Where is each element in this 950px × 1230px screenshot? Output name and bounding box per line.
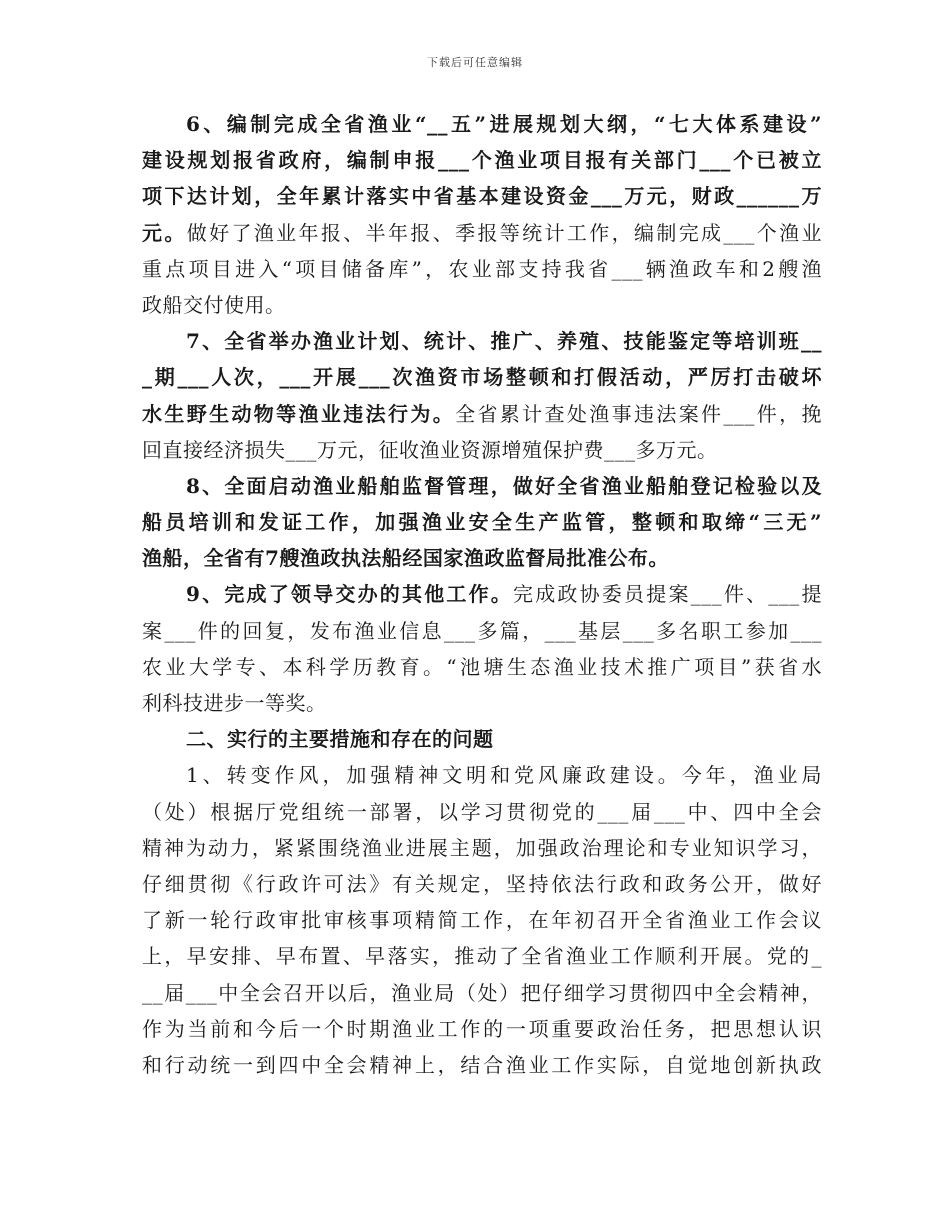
- text-run: 1、转变作风，加强精神文明和党风廉政建设。今年，渔业局: [186, 763, 822, 788]
- text-line: [142, 866, 822, 902]
- text-run: 农业大学专、本科学历教育。“池塘生态渔业技术推广项目”获省水: [142, 654, 822, 679]
- text-run: 利科技进步一等奖。: [142, 691, 327, 715]
- text-line: [142, 251, 822, 287]
- text-line: [142, 359, 822, 395]
- text-run: 做好了渔业年报、半年报、季报等统计工作，编制完成___个渔业: [186, 220, 823, 245]
- text-line: [142, 721, 822, 757]
- text-run: 作为当前和今后一个时期渔业工作的一项重要政治任务，把思想认识: [142, 1016, 822, 1041]
- bold-text-run: 8、全面启动渔业船舶监督管理，做好全省渔业船舶登记检验以及: [186, 473, 822, 498]
- text-line: [142, 142, 822, 178]
- text-line: [142, 938, 822, 974]
- text-run: 回直接经济损失___万元，征收渔业资源增殖保护费___多万元。: [142, 437, 718, 462]
- text-run: 全省累计查处渔事违法案件___件，挽: [455, 401, 823, 426]
- text-run: （处）根据厅党组统一部署，以学习贯彻党的___届___中、四中全会: [142, 799, 822, 824]
- bold-text-run: 水生野生动物等渔业违法行为。: [142, 401, 456, 426]
- text-line: [142, 287, 822, 323]
- text-line: [142, 540, 822, 576]
- text-line: [142, 178, 822, 214]
- text-line: [142, 396, 822, 432]
- bold-text-run: 船员培训和发证工作，加强渔业安全生产监管，整顿和取缔“三无”: [142, 510, 822, 535]
- text-run: 案___件的回复，发布渔业信息___多篇，___基层___多名职工参加___: [142, 618, 822, 643]
- text-line: [142, 106, 822, 142]
- text-line: [142, 323, 822, 359]
- bold-text-run: 建设规划报省政府，编制申报___个渔业项目报有关部门___个已被立: [142, 148, 822, 173]
- text-run: 和行动统一到四中全会精神上，结合渔业工作实际，自觉地创新执政: [142, 1052, 822, 1077]
- text-line: [142, 504, 822, 540]
- text-run: 政船交付使用。: [142, 292, 286, 317]
- bold-text-run: 7、全省举办渔业计划、统计、推广、养殖、技能鉴定等培训班__: [186, 329, 822, 354]
- text-line: [142, 685, 822, 721]
- text-run: 精神为动力，紧紧围绕渔业进展主题，加强政治理论和专业知识学习，: [142, 835, 822, 860]
- bold-text-run: 6、编制完成全省渔业“__五”进展规划大纲，“七大体系建设”: [186, 112, 822, 136]
- text-line: [142, 1011, 822, 1047]
- text-run: 了新一轮行政审批审核事项精简工作，在年初召开全省渔业工作会议: [142, 908, 822, 933]
- page-header: 下载后可任意编辑: [427, 56, 523, 69]
- bold-text-run: 二、实行的主要措施和存在的问题: [186, 727, 494, 752]
- bold-text-run: 元。: [142, 220, 187, 245]
- bold-text-run: _期___人次，___开展___次渔资市场整顿和打假活动，严厉打击破坏: [142, 365, 822, 390]
- text-line: [142, 830, 822, 866]
- text-line: [142, 613, 822, 649]
- bold-text-run: 渔船，全省有7艘渔政执法船经国家渔政监督局批准公布。: [142, 546, 669, 571]
- text-line: [142, 215, 822, 251]
- text-run: 完成政协委员提案___件、___提: [513, 582, 822, 607]
- document-body: [142, 106, 822, 1083]
- text-run: 上，早安排、早布置、早落实，推动了全省渔业工作顺利开展。党的_: [142, 944, 822, 969]
- text-line: [142, 902, 822, 938]
- bold-text-run: 9、完成了领导交办的其他工作。: [186, 582, 514, 607]
- text-run: __届___中全会召开以后，渔业局（处）把仔细学习贯彻四中全会精神，: [142, 980, 822, 1005]
- text-line: [142, 975, 822, 1011]
- text-run: 仔细贯彻《行政许可法》有关规定，坚持依法行政和政务公开，做好: [142, 871, 822, 896]
- text-line: [142, 794, 822, 830]
- text-line: [142, 468, 822, 504]
- text-line: [142, 757, 822, 793]
- bold-text-run: 项下达计划，全年累计落实中省基本建设资金___万元，财政______万: [142, 184, 822, 209]
- text-line: [142, 1047, 822, 1083]
- text-line: [142, 649, 822, 685]
- text-run: 重点项目进入“项目储备库”，农业部支持我省___辆渔政车和2艘渔: [142, 256, 822, 281]
- text-line: [142, 576, 822, 612]
- text-line: [142, 432, 822, 468]
